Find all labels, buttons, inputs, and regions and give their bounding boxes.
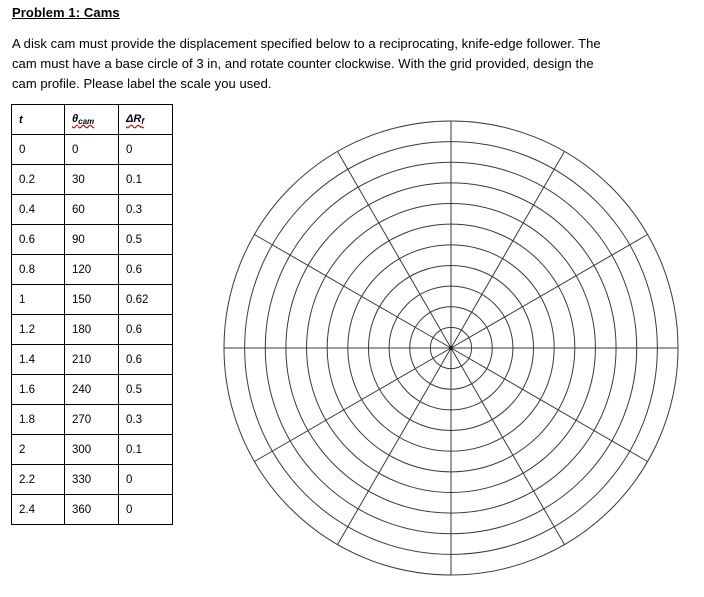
cell-t: 2.2 <box>12 465 65 495</box>
cell-t: 0.8 <box>12 255 65 285</box>
cell-delta-r: 0.6 <box>119 255 173 285</box>
statement-line-2: cam must have a base circle of 3 in, and rotate counter clockwise. With the grid provided, design the <box>12 56 594 71</box>
cell-delta-r: 0 <box>119 465 173 495</box>
cell-theta: 180 <box>65 315 119 345</box>
cell-theta: 360 <box>65 495 119 525</box>
cell-delta-r: 0.62 <box>119 285 173 315</box>
header-theta-cam: $\theta_{cam}$ <box>65 105 119 135</box>
cell-t: 0.6 <box>12 225 65 255</box>
cell-t: 2.4 <box>12 495 65 525</box>
grid-radial-line <box>338 151 452 348</box>
cell-delta-r: 0.5 <box>119 225 173 255</box>
grid-radial-line <box>451 235 648 349</box>
cell-t: 0 <box>12 135 65 165</box>
cell-theta: 330 <box>65 465 119 495</box>
cell-delta-r: 0.6 <box>119 315 173 345</box>
cell-theta: 30 <box>65 165 119 195</box>
cell-t: 1.8 <box>12 405 65 435</box>
grid-radial-line <box>451 151 565 348</box>
grid-radial-line <box>451 348 565 545</box>
cell-delta-r: 0.6 <box>119 345 173 375</box>
grid-radial-line <box>338 348 452 545</box>
statement-line-3: cam profile. Please label the scale you used. <box>12 76 272 91</box>
header-delta-rf: $\Delta R_f$ <box>119 105 173 135</box>
grid-radial-line <box>451 348 648 462</box>
cell-delta-r: 0.3 <box>119 195 173 225</box>
cell-t: 2 <box>12 435 65 465</box>
cell-t: 1.6 <box>12 375 65 405</box>
cell-delta-r: 0.1 <box>119 165 173 195</box>
cell-theta: 240 <box>65 375 119 405</box>
cell-theta: 210 <box>65 345 119 375</box>
grid-center-dot <box>449 346 452 349</box>
cell-theta: 120 <box>65 255 119 285</box>
grid-radial-line <box>254 235 451 349</box>
cell-delta-r: 0 <box>119 495 173 525</box>
cell-delta-r: 0 <box>119 135 173 165</box>
cell-theta: 60 <box>65 195 119 225</box>
cell-t: 1.2 <box>12 315 65 345</box>
cell-delta-r: 0.1 <box>119 435 173 465</box>
cell-delta-r: 0.3 <box>119 405 173 435</box>
cell-t: 0.4 <box>12 195 65 225</box>
cell-theta: 270 <box>65 405 119 435</box>
cell-t: 1.4 <box>12 345 65 375</box>
grid-radial-line <box>254 348 451 462</box>
problem-title: Problem 1: Cams <box>12 5 120 20</box>
statement-line-1: A disk cam must provide the displacement specified below to a reciprocating, knife-edge follower. The <box>12 36 601 51</box>
cell-delta-r: 0.5 <box>119 375 173 405</box>
cell-theta: 90 <box>65 225 119 255</box>
cell-t: 0.2 <box>12 165 65 195</box>
cell-theta: 150 <box>65 285 119 315</box>
cell-theta: 0 <box>65 135 119 165</box>
cell-theta: 300 <box>65 435 119 465</box>
header-t: t <box>12 105 65 135</box>
cell-t: 1 <box>12 285 65 315</box>
